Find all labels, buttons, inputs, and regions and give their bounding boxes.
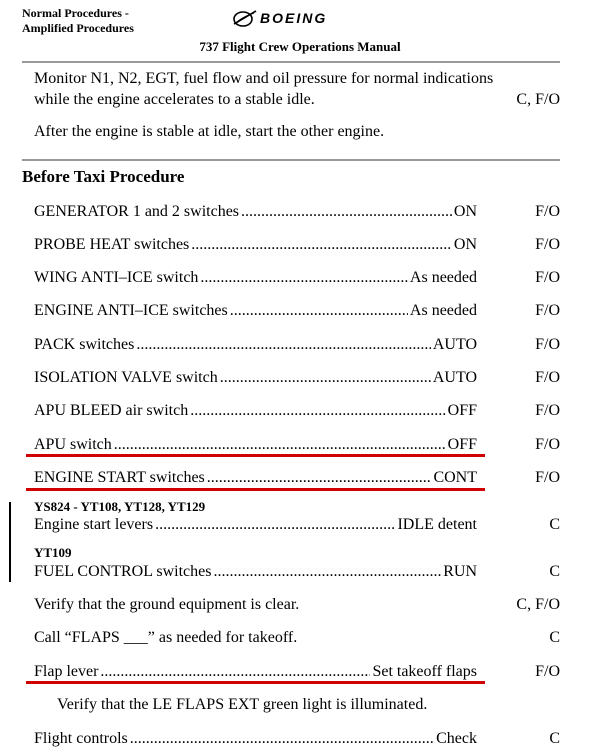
leader-dots	[130, 728, 434, 750]
item-value: As needed	[409, 302, 477, 319]
checklist-row	[34, 467, 560, 489]
item-label: Flap lever	[34, 663, 99, 680]
item-value: AUTO	[432, 336, 477, 353]
effectivity-label: YS824 - YT108, YT128, YT129	[34, 499, 206, 514]
checklist-row	[34, 514, 560, 536]
item-role: F/O	[535, 663, 560, 680]
checklist-row	[34, 201, 560, 223]
leader-dots	[190, 400, 445, 422]
item-label: APU BLEED air switch	[34, 402, 189, 419]
item-role: F/O	[535, 369, 560, 386]
checklist-row	[34, 367, 560, 389]
item-label: PACK switches	[34, 336, 135, 353]
highlight-underline	[26, 488, 485, 491]
item-role: F/O	[535, 436, 560, 453]
item-role: C	[549, 730, 560, 747]
leader-dots	[136, 334, 431, 356]
checklist-row	[34, 334, 560, 356]
checklist-row	[34, 728, 560, 750]
item-label: APU switch	[34, 436, 112, 453]
checklist-row	[34, 661, 560, 683]
item-label: ENGINE START switches	[34, 469, 205, 486]
item-value: OFF	[447, 436, 477, 453]
item-value: IDLE detent	[397, 516, 477, 533]
item-value: CONT	[433, 469, 477, 486]
item-role: F/O	[535, 236, 560, 253]
item-value: OFF	[447, 402, 477, 419]
item-label: Engine start levers	[34, 516, 154, 533]
verify-ground-step	[34, 594, 560, 616]
item-value: As needed	[409, 269, 477, 286]
item-label: FUEL CONTROL switches	[34, 563, 212, 580]
leader-dots	[207, 467, 432, 489]
item-label: ENGINE ANTI–ICE switches	[34, 302, 228, 319]
intro-paragraph-1	[34, 68, 560, 110]
checklist-row	[34, 400, 560, 422]
item-role: C	[549, 563, 560, 580]
item-role: F/O	[535, 336, 560, 353]
intro-line-2: while the engine accelerates to a stable idle.	[34, 91, 315, 108]
step-text: Verify that the ground equipment is clear.	[34, 596, 300, 613]
intro-role: C, F/O	[516, 91, 560, 108]
step-text: Call “FLAPS ___” as needed for takeoff.	[34, 629, 298, 646]
intro-line-1: Monitor N1, N2, EGT, fuel flow and oil pressure for normal indications	[34, 70, 494, 87]
item-value: Check	[436, 730, 477, 747]
verify-le-flaps-step: Verify that the LE FLAPS EXT green light is illuminated.	[57, 696, 428, 713]
item-role: F/O	[535, 203, 560, 220]
call-flaps-step	[34, 627, 560, 649]
item-value: AUTO	[432, 369, 477, 386]
item-role: C, F/O	[516, 596, 560, 613]
item-value: RUN	[443, 563, 477, 580]
item-label: GENERATOR 1 and 2 switches	[34, 203, 240, 220]
manual-title: 737 Flight Crew Operations Manual	[199, 39, 401, 54]
item-label: WING ANTI–ICE switch	[34, 269, 199, 286]
item-role: F/O	[535, 269, 560, 286]
leader-dots	[220, 367, 431, 389]
checklist-row	[34, 300, 560, 322]
leader-dots	[241, 201, 452, 223]
item-role: F/O	[535, 469, 560, 486]
header-section-label	[22, 6, 134, 36]
intro-paragraph-2: After the engine is stable at idle, start the other engine.	[34, 123, 385, 140]
boeing-wordmark: BOEING	[260, 10, 328, 26]
checklist-row	[34, 234, 560, 256]
leader-dots	[200, 267, 407, 289]
item-value: ON	[453, 236, 477, 253]
section-title: Before Taxi Procedure	[22, 167, 185, 186]
boeing-logo	[232, 8, 327, 28]
highlight-underline	[26, 681, 485, 684]
change-bar	[9, 502, 11, 582]
item-role: F/O	[535, 302, 560, 319]
effectivity-label: YT109	[34, 545, 72, 560]
checklist-row	[34, 561, 560, 583]
item-label: ISOLATION VALVE switch	[34, 369, 218, 386]
checklist-row	[34, 434, 560, 456]
leader-dots	[230, 300, 408, 322]
item-value: ON	[453, 203, 477, 220]
header-line-2: Amplified Procedures	[22, 21, 134, 35]
section-divider	[22, 159, 560, 161]
item-role: F/O	[535, 402, 560, 419]
header-line-1: Normal Procedures -	[22, 6, 129, 20]
header-divider	[22, 61, 560, 63]
item-role: C	[549, 516, 560, 533]
leader-dots	[100, 661, 370, 683]
item-value: Set takeoff flaps	[372, 663, 477, 680]
checklist-row	[34, 267, 560, 289]
highlight-underline	[26, 454, 485, 457]
item-label: Flight controls	[34, 730, 128, 747]
item-label: PROBE HEAT switches	[34, 236, 190, 253]
boeing-symbol-icon	[232, 8, 258, 28]
leader-dots	[114, 434, 446, 456]
item-role: C	[549, 629, 560, 646]
leader-dots	[191, 234, 452, 256]
leader-dots	[155, 514, 395, 536]
leader-dots	[213, 561, 441, 583]
